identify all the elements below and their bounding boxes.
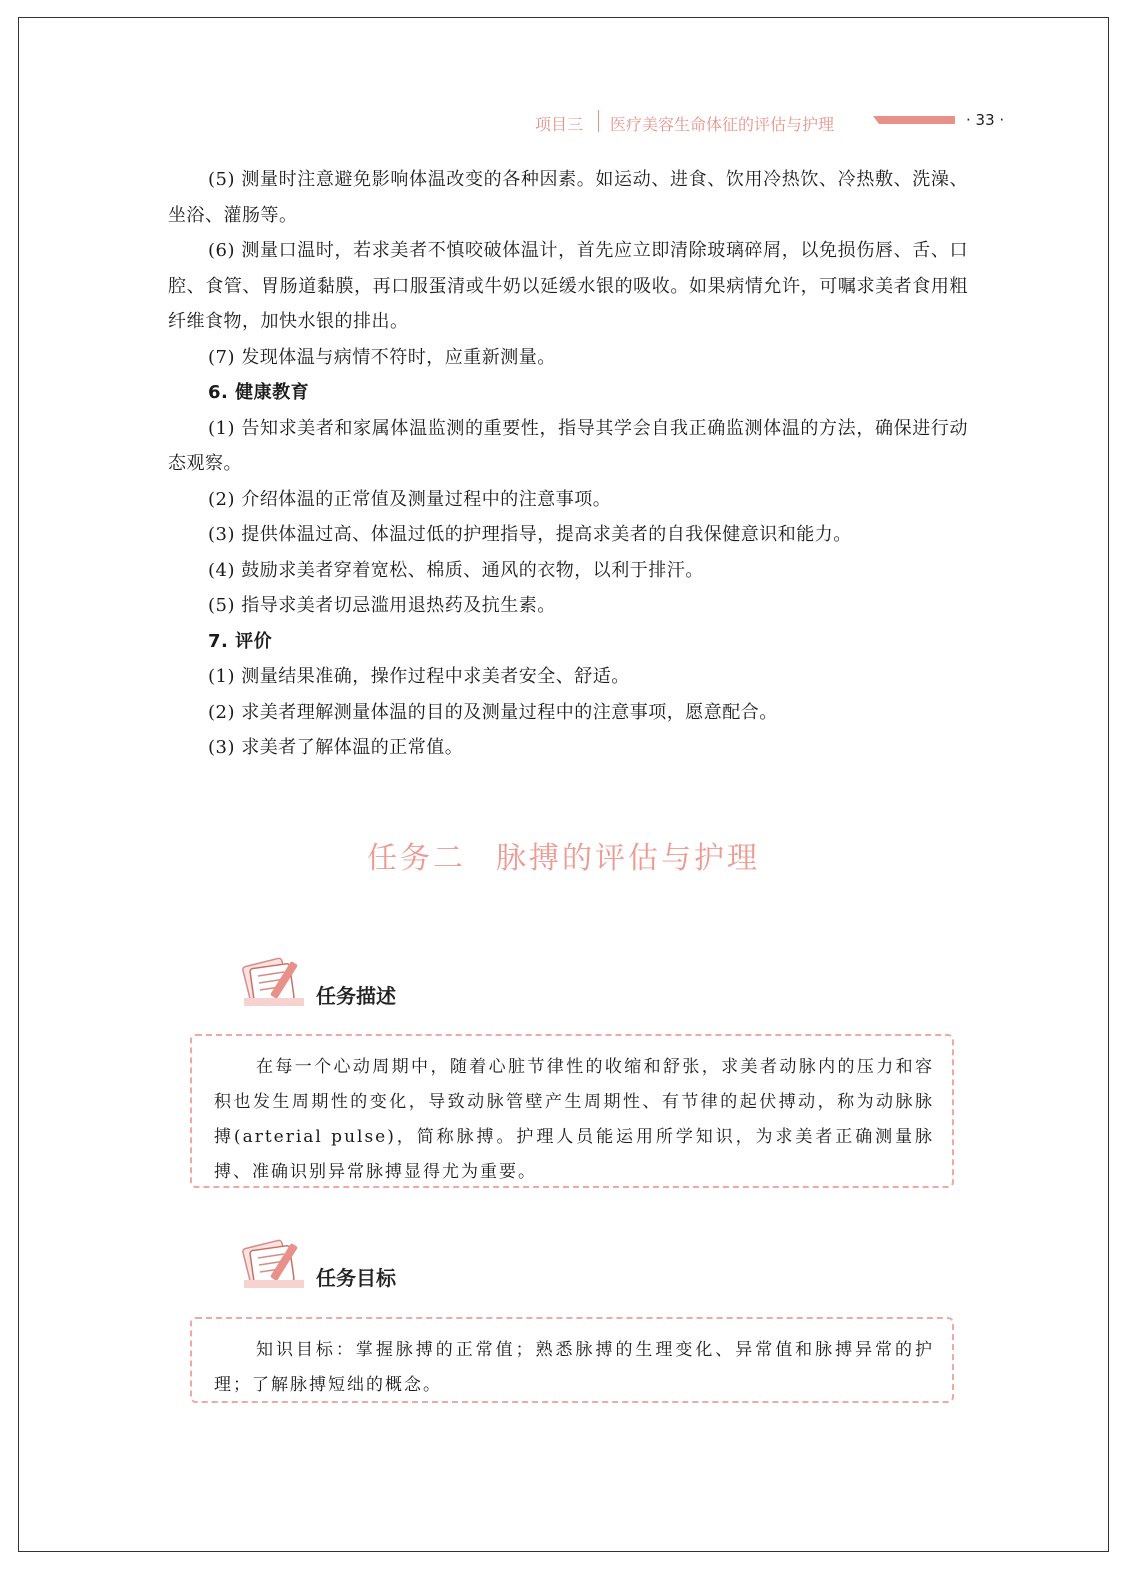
paragraph: (5) 指导求美者切忌滥用退热药及抗生素。 <box>208 595 556 616</box>
task-title <box>0 833 1127 877</box>
task-objectives-box <box>190 1317 954 1403</box>
body-text <box>168 162 968 766</box>
page-number: · 33 · <box>966 111 1005 129</box>
section-heading: 7. 评价 <box>208 630 273 652</box>
notebook-icon <box>240 952 306 1010</box>
header-separator <box>598 110 599 132</box>
paragraph: (2) 求美者理解测量体温的目的及测量过程中的注意事项，愿意配合。 <box>208 701 778 723</box>
notebook-icon <box>240 1234 306 1292</box>
paragraph: (3) 求美者了解体温的正常值。 <box>208 737 464 758</box>
paragraph: (6) 测量口温时，若求美者不慎咬破体温计，首先应立即清除玻璃碎屑，以免损伤唇、舌、口腔、食管、胃肠道黏膜，再口服蛋清或牛奶以延缓水银的吸收。如果病情允许，可嘱求美者食用粗纤维食物，加快水银的排出。 <box>168 240 968 332</box>
task-description-label: 任务描述 <box>316 984 396 1008</box>
chapter-title: 医疗美容生命体征的评估与护理 <box>610 115 835 134</box>
chapter-label: 项目三 <box>535 115 584 134</box>
task-objectives-label: 任务目标 <box>316 1266 396 1290</box>
task-number: 任务二 <box>367 841 466 876</box>
header-accent-bar <box>873 116 955 124</box>
paragraph: (3) 提供体温过高、体温过低的护理指导，提高求美者的自我保健意识和能力。 <box>208 524 852 545</box>
paragraph: (1) 告知求美者和家属体温监测的重要性，指导其学会自我正确监测体温的方法，确保进行动态观察。 <box>168 417 968 474</box>
section-heading: 6. 健康教育 <box>208 382 310 403</box>
paragraph: (7) 发现体温与病情不符时，应重新测量。 <box>208 346 556 368</box>
task-heading: 脉搏的评估与护理 <box>496 841 760 876</box>
task-description-text: 在每一个心动周期中，随着心脏节律性的收缩和舒张，求美者动脉内的压力和容积也发生周期性的变化，导致动脉管壁产生周期性、有节律的起伏搏动，称为动脉脉搏(arterial pulse)，简称脉搏。护理人员能运用所学知识，为求美者正确测量脉搏、准确识别异常脉搏显得尤为重要。 <box>214 1057 934 1182</box>
paragraph: (2) 介绍体温的正常值及测量过程中的注意事项。 <box>208 488 612 510</box>
task-objectives-text: 知识目标：掌握脉搏的正常值；熟悉脉搏的生理变化、异常值和脉搏异常的护理；了解脉搏短绌的概念。 <box>214 1340 934 1395</box>
paragraph: (5) 测量时注意避免影响体温改变的各种因素。如运动、进食、饮用冷热饮、冷热敷、洗澡、坐浴、灌肠等。 <box>168 169 968 226</box>
task-description-box <box>190 1034 954 1188</box>
paragraph: (4) 鼓励求美者穿着宽松、棉质、通风的衣物，以利于排汗。 <box>208 559 704 581</box>
paragraph: (1) 测量结果准确，操作过程中求美者安全、舒适。 <box>208 666 630 687</box>
